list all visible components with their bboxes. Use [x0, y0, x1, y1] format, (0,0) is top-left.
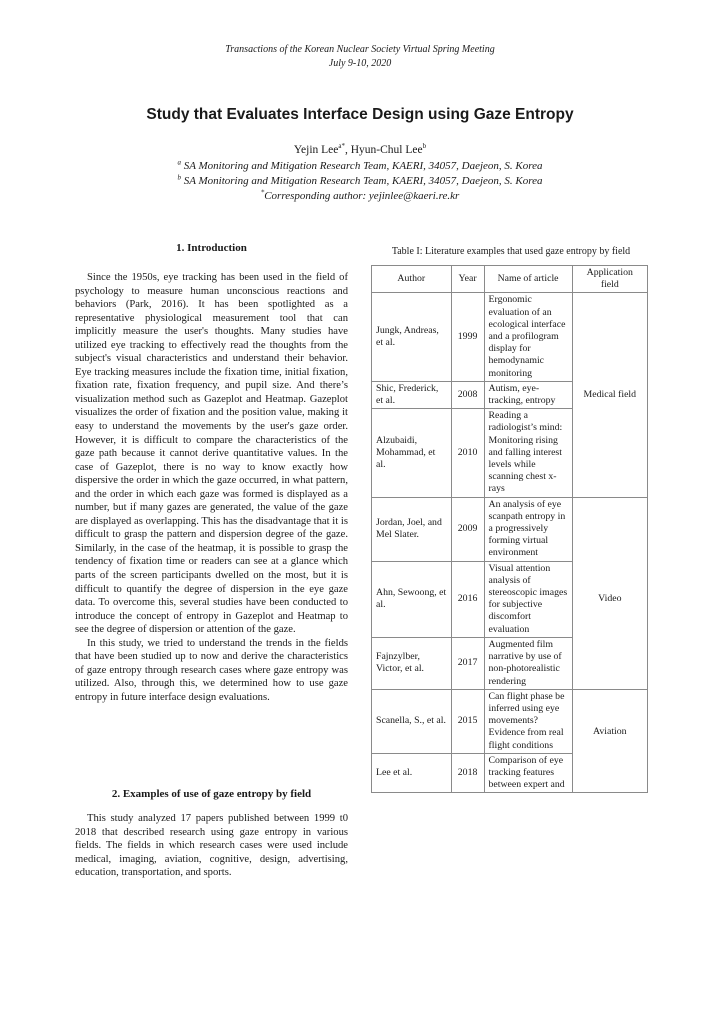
- cell-year: 2010: [451, 409, 484, 497]
- column-header: Year: [451, 266, 484, 293]
- author-superscript: b: [422, 142, 427, 151]
- affiliation-a: $^a$ SA Monitoring and Mitigation Research Team, KAERI, 34057, Daejeon, S. Korea: [177, 158, 543, 172]
- cell-year: 2016: [451, 561, 484, 637]
- author-name: Hyun-Chul Lee: [350, 144, 423, 156]
- cell-field: [572, 637, 647, 689]
- table-caption: Table I: Literature examples that used gaze entropy by field: [391, 246, 631, 257]
- table-row: [372, 293, 648, 381]
- table-header-row: [372, 266, 648, 293]
- cell-author: Jungk, Andreas, et al.: [372, 293, 452, 381]
- cell-author: Fajnzylber, Victor, et al.: [372, 637, 452, 689]
- cell-year: 2009: [451, 497, 484, 561]
- cell-article: Can flight phase be inferred using eye movements? Evidence from real flight conditions: [484, 689, 572, 753]
- table-row: [372, 497, 648, 561]
- introduction-paragraph: In this study, we tried to understand the trends in the fields that have been studied up to now and derive the characteristics of gaze entropy through research cases where gaze entropy was utilized. Also, through this, we determined how to use gaze entropy in future interface design evaluations.: [75, 637, 348, 703]
- author-list: [0, 144, 720, 156]
- conference-name: Transactions of the Korean Nuclear Society Virtual Spring Meeting: [225, 44, 495, 55]
- cell-field: Aviation: [572, 689, 647, 793]
- table-row: [372, 381, 648, 408]
- table-row: [372, 689, 648, 753]
- section-heading-introduction: 1. Introduction: [176, 242, 247, 254]
- cell-author: Ahn, Sewoong, et al.: [372, 561, 452, 637]
- cell-author: Shic, Frederick, et al.: [372, 381, 452, 408]
- cell-year: 2017: [451, 637, 484, 689]
- paper-title: Study that Evaluates Interface Design using Gaze Entropy: [146, 106, 574, 123]
- section-heading-examples: 2. Examples of use of gaze entropy by field: [111, 788, 312, 800]
- cell-year: 1999: [451, 293, 484, 381]
- examples-paragraph: This study analyzed 17 papers published between 1999 t0 2018 that described research using gaze entropy in various fields. The fields in which research cases were used include medical, imaging, aviation, cognitive, design, advertising, education, transportation, and sports.: [75, 813, 348, 879]
- affiliation-b: $^b$ SA Monitoring and Mitigation Research Team, KAERI, 34057, Daejeon, S. Korea: [177, 173, 543, 187]
- table-row: [372, 637, 648, 689]
- author-name: Yejin Lee: [293, 144, 339, 156]
- cell-field: Video: [572, 561, 647, 637]
- cell-author: Scanella, S., et al.: [372, 689, 452, 753]
- column-header: Name of article: [484, 266, 572, 293]
- cell-year: 2018: [451, 753, 484, 793]
- literature-table: [371, 265, 648, 793]
- introduction-paragraph: Since the 1950s, eye tracking has been used in the field of psychology to measure human unconscious reactions and behaviors (Park, 2016). It has been spotlighted as a representative physiological measurement tool that can implicitly measure the user's thoughts. Many studies have utilized eye tracking to effectively read the thoughts from the subject's visual characteristics and understand their behavior. Eye tracking measures include the fixation time, initial fixation, fixation rate, fixation frequency, and pupil size. And there’s visualization method such as Gazeplot and Heatmap. Gazeplot visualizes the order of fixation and the position value, making it easy to understand the movements by the user's gaze order. However, it is difficult to compare the characteristics of the gaze path because it cannot derive quantitative values. In the case of Gazeplot, there is no way to know exactly how dispersive the order in which the gaze occurred, in what pattern, and the order in which each gaze was formed is displayed as a number, but if many gazes are generated, the value of the gaze are displayed as overlapping. This has the disadvantage that it is difficult to grasp the pattern and dispersion degree of the gaze. Similarly, in the case of the heatmap, it is possible to grasp the tendency of fixation time or readers can see at a glance which parts of the screen participants dwelled on the most, but it is difficult to quantify the degree of dispersion in the eye gaze data. To overcome this, several studies have been conducted to introduce the concept of entropy in Gazeplot and Heatmap to see the degree of dispersion or attention of the gaze.: [75, 272, 348, 636]
- author-superscript: a*: [338, 142, 345, 151]
- cell-article: Ergonomic evaluation of an ecological interface and a profilogram display for hemodynamic monitoring: [484, 293, 572, 381]
- table-row: [372, 409, 648, 497]
- column-header: Application field: [572, 266, 647, 293]
- cell-year: 2008: [451, 381, 484, 408]
- cell-field: [572, 497, 647, 561]
- introduction-body: [75, 271, 348, 705]
- cell-article: Augmented film narrative by use of non-photorealistic rendering: [484, 637, 572, 689]
- cell-field: [572, 409, 647, 497]
- column-header: Author: [372, 266, 452, 293]
- cell-article: Visual attention analysis of stereoscopic images for subjective discomfort evaluation: [484, 561, 572, 637]
- corresponding-author: *Corresponding author: yejinlee@kaeri.re.kr: [260, 188, 460, 202]
- cell-author: Lee et al.: [372, 753, 452, 793]
- cell-author: Jordan, Joel, and Mel Slater.: [372, 497, 452, 561]
- cell-article: Comparison of eye tracking features between expert and: [484, 753, 572, 793]
- cell-article: Reading a radiologist’s mind: Monitoring rising and falling interest levels while scanning chest x-rays: [484, 409, 572, 497]
- cell-article: Autism, eye-tracking, entropy: [484, 381, 572, 408]
- cell-field: [572, 293, 647, 381]
- conference-date: July 9-10, 2020: [328, 58, 392, 69]
- examples-body: [75, 812, 348, 880]
- cell-field: Medical field: [572, 381, 647, 408]
- table-row: [372, 561, 648, 637]
- cell-author: Alzubaidi, Mohammad, et al.: [372, 409, 452, 497]
- cell-article: An analysis of eye scanpath entropy in a progressively forming virtual environment: [484, 497, 572, 561]
- cell-year: 2015: [451, 689, 484, 753]
- author-separator: ,: [345, 144, 351, 156]
